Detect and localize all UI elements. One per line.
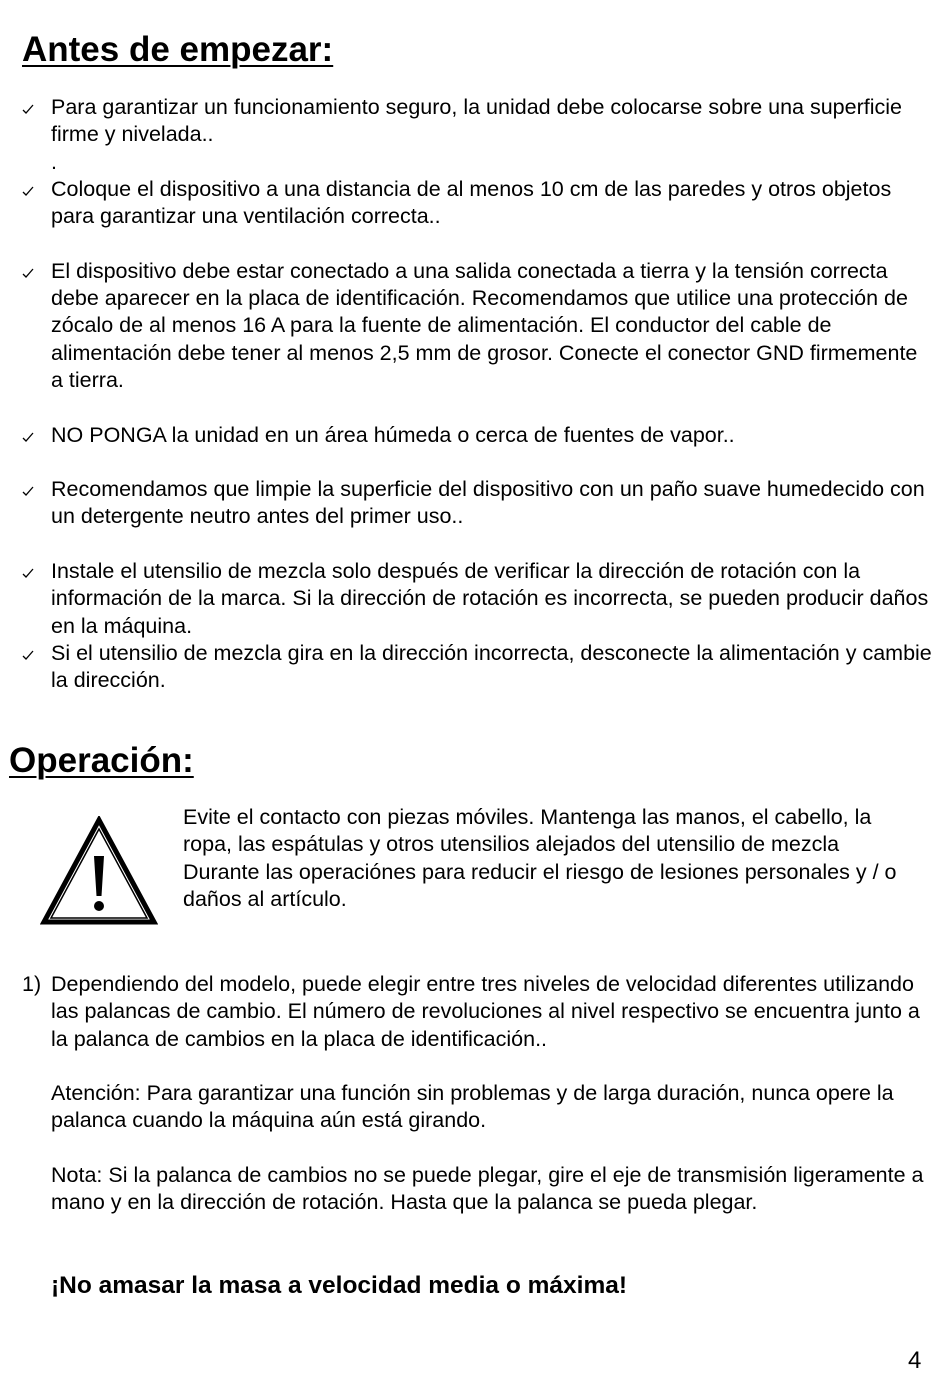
- bullet-text: El dispositivo debe estar conectado a una salida conectada a tierra y la tensión correcta debe aparecer en la placa de identificación. Recomendamos que utilice una protección de zócalo de al menos 16 A para la fuente de alimentación. El conductor del cable de alimentación debe tener al menos 2,5 mm de grosor. Conecte el conector GND firmemente a tierra.: [51, 258, 918, 392]
- attention-paragraph: Atención: Para garantizar una función sin problemas y de larga duración, nunca opere la palanca cuando la máquina aún está girando.: [51, 1081, 894, 1133]
- check-bullet-icon: [22, 431, 34, 443]
- bullet-text: NO PONGA la unidad en un área húmeda o cerca de fuentes de vapor..: [51, 422, 735, 447]
- precautions-list: [22, 94, 932, 695]
- bullet-text: Instale el utensilio de mezcla solo después de verificar la dirección de rotación con la información de la marca. Si la dirección de rotación es incorrecta, se pueden producir daños en la máquina.: [51, 559, 929, 638]
- check-bullet-icon: [22, 267, 34, 279]
- list-item: [22, 422, 932, 449]
- section-title-before: Antes de empezar:: [22, 30, 334, 69]
- check-bullet-icon: [22, 649, 34, 661]
- section-title-operation: Operación:: [9, 741, 194, 780]
- list-item: [22, 94, 932, 176]
- list-item: [22, 258, 932, 394]
- bullet-trailing: .: [51, 149, 57, 174]
- warning-block: [40, 804, 920, 934]
- list-item: [22, 176, 932, 231]
- bullet-text: Coloque el dispositivo a una distancia de al menos 10 cm de las paredes y otros objetos para garantizar una ventilación correcta..: [51, 176, 892, 229]
- numbered-item: [22, 971, 927, 1217]
- emphasis-warning: ¡No amasar la masa a velocidad media o máxima!: [51, 1272, 628, 1299]
- warning-triangle-icon: [40, 816, 158, 926]
- list-item: [22, 476, 932, 531]
- item-paragraph: Dependiendo del modelo, puede elegir entre tres niveles de velocidad diferentes utilizando las palancas de cambio. El número de revoluciones al nivel respectivo se encuentra junto a la palanca de cambios en la placa de identificación..: [51, 972, 920, 1051]
- note-paragraph: Nota: Si la palanca de cambios no se puede plegar, gire el eje de transmisión ligeramente a mano y en la dirección de rotación. Hasta que la palanca se pueda plegar.: [51, 1163, 924, 1215]
- bullet-text: Recomendamos que limpie la superficie del dispositivo con un paño suave humedecido con un detergente neutro antes del primer uso..: [51, 477, 925, 529]
- check-bullet-icon: [22, 485, 34, 497]
- list-item: [22, 640, 932, 695]
- check-bullet-icon: [22, 103, 34, 115]
- list-item: [22, 558, 932, 640]
- bullet-text: Para garantizar un funcionamiento seguro, la unidad debe colocarse sobre una superficie firme y nivelada..: [51, 95, 902, 147]
- item-body: [51, 971, 927, 1217]
- check-bullet-icon: [22, 567, 34, 579]
- page-number: 4: [908, 1347, 922, 1374]
- bullet-text: Si el utensilio de mezcla gira en la dirección incorrecta, desconecte la alimentación y cambie la dirección.: [51, 640, 932, 693]
- check-bullet-icon: [22, 185, 34, 197]
- warning-text: Evite el contacto con piezas móviles. Mantenga las manos, el cabello, la ropa, las espátulas y otros utensilios alejados del utensilio de mezcla Durante las operaciónes para reducir el riesgo de lesiones personales y / o daños al artículo.: [183, 805, 897, 911]
- item-number: 1): [22, 972, 42, 996]
